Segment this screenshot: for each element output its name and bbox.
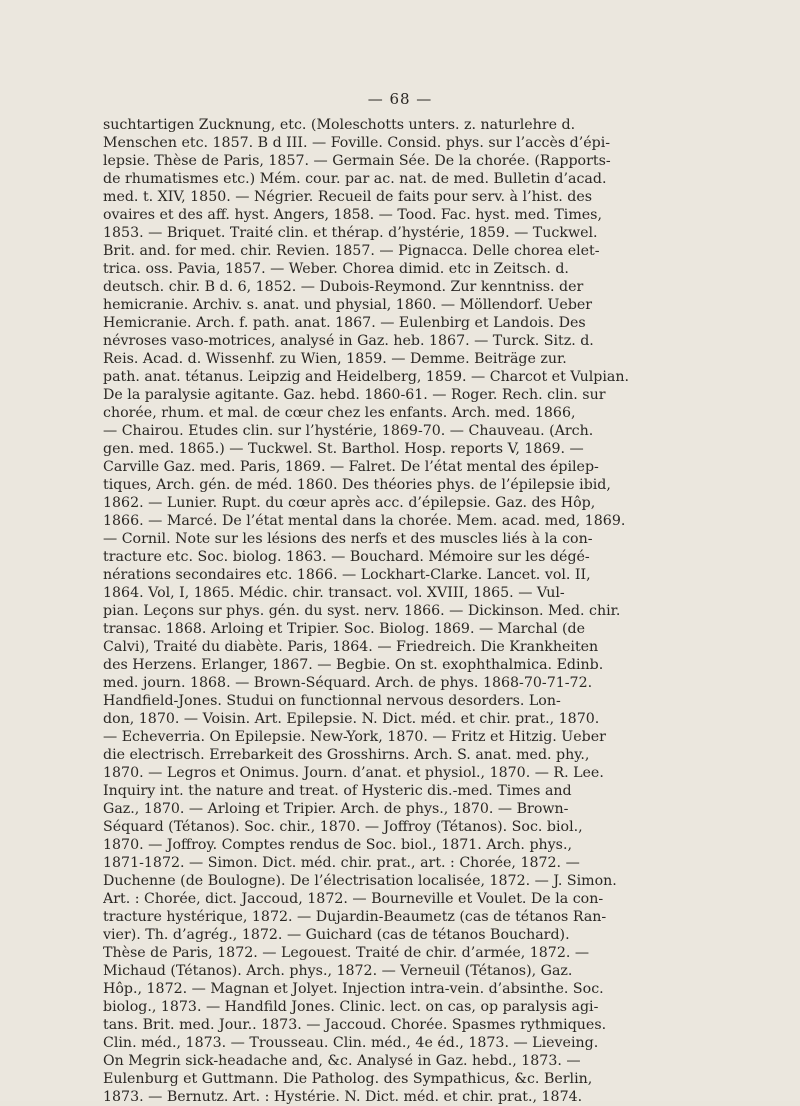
text-line: névroses vaso-motrices, analysé in Gaz. heb. 1867. — Turck. Sitz. d. [103,333,594,349]
text-line: — Chairou. Etudes clin. sur l’hystérie, 1869-70. — Chauveau. (Arch. [103,423,594,439]
text-line: 1866. — Marcé. De l’état mental dans la chorée. Mem. acad. med, 1869. [103,513,626,529]
text-line: 1870. — Joffroy. Comptes rendus de Soc. biol., 1871. Arch. phys., [103,837,572,853]
text-line: On Megrin sick-headache and, &c. Analysé in Gaz. hebd., 1873. — [103,1053,581,1069]
text-line: Hôp., 1872. — Magnan et Jolyet. Injection intra-vein. d’absinthe. Soc. [103,981,604,997]
bibliography-text [103,116,703,1106]
text-line: gen. med. 1865.) — Tuckwel. St. Barthol. Hosp. reports V, 1869. — [103,441,584,457]
text-line: 1853. — Briquet. Traité clin. et thérap. d’hystérie, 1859. — Tuckwel. [103,225,598,241]
text-line: Carville Gaz. med. Paris, 1869. — Falret. De l’état mental des épilep- [103,459,599,475]
text-line: 1862. — Lunier. Rupt. du cœur après acc. d’épilepsie. Gaz. des Hôp, [103,495,596,511]
text-line: tiques, Arch. gén. de méd. 1860. Des théories phys. de l’épilepsie ibid, [103,477,611,493]
text-line: Reis. Acad. d. Wissenhf. zu Wien, 1859. — Demme. Beiträge zur. [103,351,567,367]
page-number: — 68 — [367,90,433,108]
text-line: med. journ. 1868. — Brown-Séquard. Arch. de phys. 1868-70-71-72. [103,675,593,691]
text-line: — Cornil. Note sur les lésions des nerfs et des muscles liés à la con- [103,531,593,547]
text-line: pian. Leçons sur phys. gén. du syst. nerv. 1866. — Dickinson. Med. chir. [103,603,621,619]
text-line: trica. oss. Pavia, 1857. — Weber. Chorea dimid. etc in Zeitsch. d. [103,261,569,277]
text-line: Handfield-Jones. Studui on functionnal nervous desorders. Lon- [103,693,561,709]
text-line: Art. : Chorée, dict. Jaccoud, 1872. — Bourneville et Voulet. De la con- [103,891,604,907]
text-line: Eulenburg et Guttmann. Die Patholog. des Sympathicus, &c. Berlin, [103,1071,593,1087]
text-line: Inquiry int. the nature and treat. of Hysteric dis.-med. Times and [103,783,572,799]
text-line: die electrisch. Errebarkeit des Grosshirns. Arch. S. anat. med. phy., [103,747,590,763]
text-line: lepsie. Thèse de Paris, 1857. — Germain Sée. De la chorée. (Rapports- [103,153,611,169]
text-line: 1871-1872. — Simon. Dict. méd. chir. prat., art. : Chorée, 1872. — [103,855,580,871]
text-line: tracture etc. Soc. biolog. 1863. — Bouchard. Mémoire sur les dégé- [103,549,590,565]
text-line: 1864. Vol, I, 1865. Médic. chir. transact. vol. XVIII, 1865. — Vul- [103,585,565,601]
text-line: med. t. XIV, 1850. — Négrier. Recueil de faits pour serv. à l’hist. des [103,189,593,205]
text-line: — Echeverria. On Epilepsie. New-York, 1870. — Fritz et Hitzig. Ueber [103,729,606,745]
text-line: deutsch. chir. B d. 6, 1852. — Dubois-Reymond. Zur kenntniss. der [103,279,584,295]
text-line: Michaud (Tétanos). Arch. phys., 1872. — Verneuil (Tétanos), Gaz. [103,963,573,979]
text-line: des Herzens. Erlanger, 1867. — Begbie. On st. exophthalmica. Edinb. [103,657,604,673]
text-line: transac. 1868. Arloing et Tripier. Soc. Biolog. 1869. — Marchal (de [103,621,586,637]
text-line: tans. Brit. med. Jour.. 1873. — Jaccoud. Chorée. Spasmes rythmiques. [103,1017,607,1033]
text-line: path. anat. tétanus. Leipzig and Heidelberg, 1859. — Charcot et Vulpian. [103,369,630,385]
text-line: nérations secondaires etc. 1866. — Lockhart-Clarke. Lancet. vol. II, [103,567,591,583]
text-line: 1870. — Legros et Onimus. Journ. d’anat. et physiol., 1870. — R. Lee. [103,765,604,781]
text-line: Brit. and. for med. chir. Revien. 1857. — Pignacca. Delle chorea elet- [103,243,600,259]
text-line: Menschen etc. 1857. B d III. — Foville. Consid. phys. sur l’accès d’épi- [103,135,611,151]
text-line: biolog., 1873. — Handfild Jones. Clinic. lect. on cas, op paralysis agi- [103,999,599,1015]
text-line: 1873. — Bernutz. Art. : Hystérie. N. Dict. méd. et chir. prat., 1874. [103,1089,583,1105]
text-line: vier). Th. d’agrég., 1872. — Guichard (cas de tétanos Bouchard). [103,927,570,943]
text-line: chorée, rhum. et mal. de cœur chez les enfants. Arch. med. 1866, [103,405,576,421]
text-line: Thèse de Paris, 1872. — Legouest. Traité de chir. d’armée, 1872. — [103,945,590,961]
text-line: de rhumatismes etc.) Mém. cour. par ac. nat. de med. Bulletin d’acad. [103,171,607,187]
text-line: Gaz., 1870. — Arloing et Tripier. Arch. de phys., 1870. — Brown- [103,801,569,817]
text-line: tracture hystérique, 1872. — Dujardin-Beaumetz (cas de tétanos Ran- [103,909,607,925]
text-line: Hemicranie. Arch. f. path. anat. 1867. — Eulenbirg et Landois. Des [103,315,586,331]
text-line: Duchenne (de Boulogne). De l’électrisation localisée, 1872. — J. Simon. [103,873,617,889]
text-line: don, 1870. — Voisin. Art. Epilepsie. N. Dict. méd. et chir. prat., 1870. [103,711,600,727]
text-line: suchtartigen Zucknung, etc. (Moleschotts unters. z. naturlehre d. [103,117,576,133]
text-line: De la paralysie agitante. Gaz. hebd. 1860-61. — Roger. Rech. clin. sur [103,387,606,403]
text-line: Clin. méd., 1873. — Trousseau. Clin. méd., 4e éd., 1873. — Lieveing. [103,1035,599,1051]
text-line: Calvi), Traité du diabète. Paris, 1864. — Friedreich. Die Krankheiten [103,639,599,655]
text-line: ovaires et des aff. hyst. Angers, 1858. — Tood. Fac. hyst. med. Times, [103,207,602,223]
text-line: hemicranie. Archiv. s. anat. und physial, 1860. — Möllendorf. Ueber [103,297,593,313]
text-line: Séquard (Tétanos). Soc. chir., 1870. — Joffroy (Tétanos). Soc. biol., [103,819,583,835]
